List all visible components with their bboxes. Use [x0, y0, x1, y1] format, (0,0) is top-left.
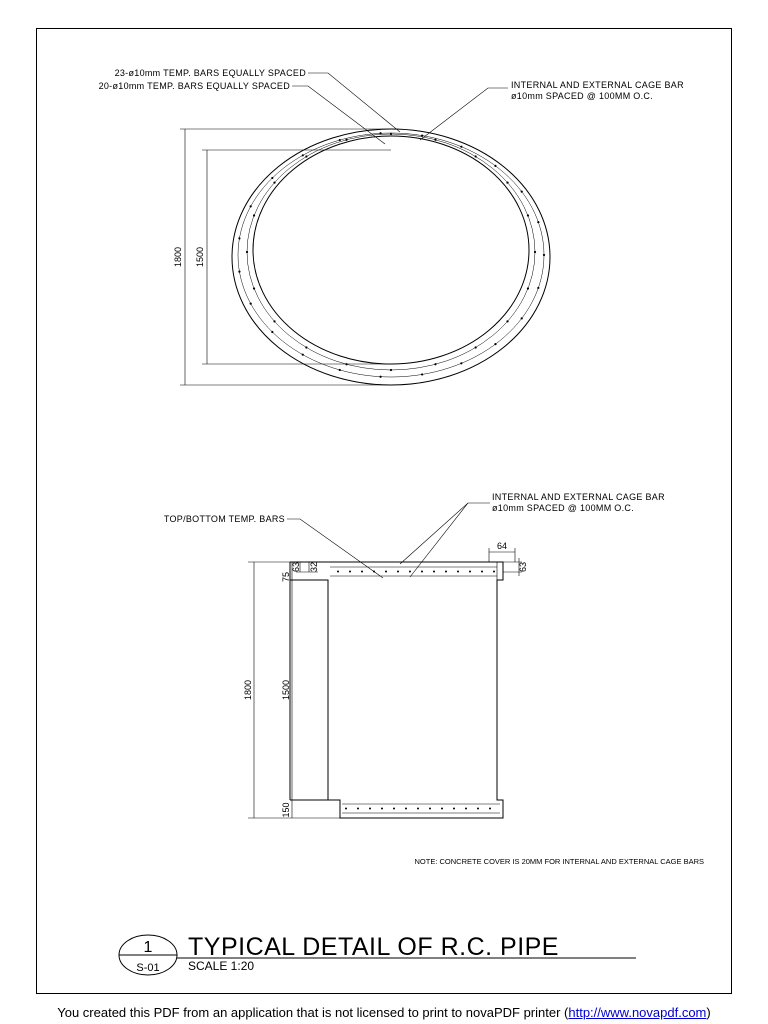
temp-bar-dot	[460, 362, 462, 364]
cage-bar-dot	[369, 808, 371, 810]
callout-20-temp-bars: 20-ø10mm TEMP. BARS EQUALLY SPACED	[98, 81, 290, 91]
cage-bar-dot	[361, 571, 363, 573]
dim-63-left: 63	[291, 561, 301, 573]
temp-bar-dot	[390, 369, 392, 371]
temp-bar-dot	[543, 254, 545, 256]
plan-view	[99, 68, 685, 385]
footer-close: )	[706, 1005, 711, 1020]
callout-topbottom-temp-bars: TOP/BOTTOM TEMP. BARS	[163, 514, 285, 524]
cage-bar-inner-ring	[247, 134, 535, 370]
cage-bar-dot	[489, 808, 491, 810]
temp-bar-dot	[494, 343, 496, 345]
dim-inner-diameter: 1500	[195, 246, 205, 268]
temp-bar-dot	[238, 237, 240, 239]
cage-bar-dot	[445, 571, 447, 573]
temp-bar-dot	[379, 132, 381, 134]
cage-bar-outer-ring	[238, 133, 544, 377]
cage-bar-dot	[349, 571, 351, 573]
cage-bar-dot	[457, 571, 459, 573]
temp-bar-dot	[250, 303, 252, 305]
temp-bar-dot	[390, 133, 392, 135]
temp-bar-dot	[273, 320, 275, 322]
cage-bar-dot	[393, 808, 395, 810]
cage-bar-dot	[405, 808, 407, 810]
concrete-cover-note: NOTE: CONCRETE COVER IS 20MM FOR INTERNAL AND EXTERNAL CAGE BARS	[414, 857, 704, 866]
detail-number: 1	[143, 939, 153, 956]
cage-bar-dot	[357, 808, 359, 810]
temp-bar-dot	[434, 363, 436, 365]
pipe-outer-ellipse	[232, 129, 550, 385]
temp-bar-dot	[305, 155, 307, 157]
sheet-reference: S-01	[136, 962, 160, 974]
temp-bar-dot	[421, 134, 423, 136]
temp-bar-dot	[253, 287, 255, 289]
temp-bar-dot	[238, 271, 240, 273]
temp-bar-dot	[521, 191, 523, 193]
callout-cage-bar-line1: INTERNAL AND EXTERNAL CAGE BAR	[511, 80, 684, 90]
cage-bar-dot	[385, 571, 387, 573]
temp-bar-dot	[271, 331, 273, 333]
temp-bar-dot	[506, 182, 508, 184]
callout-23-temp-bars: 23-ø10mm TEMP. BARS EQUALLY SPACED	[114, 68, 306, 78]
temp-bar-dot	[527, 287, 529, 289]
top-temp-bars	[337, 571, 495, 573]
temp-bar-dot	[521, 317, 523, 319]
temp-bar-dot	[250, 205, 252, 207]
temp-bar-dot	[421, 373, 423, 375]
temp-bar-dot	[460, 146, 462, 148]
cage-bar-dot	[345, 808, 347, 810]
cage-bar-dot	[477, 808, 479, 810]
temp-bar-dot	[527, 214, 529, 216]
cage-bar-dot	[397, 571, 399, 573]
callout-cage-bar-line2: ø10mm SPACED @ 100MM O.C.	[511, 91, 653, 101]
temp-bar-dot	[345, 139, 347, 141]
novapdf-link[interactable]: http://www.novapdf.com	[568, 1005, 707, 1020]
cage-bar-dot	[441, 808, 443, 810]
cage-bar-dot	[421, 571, 423, 573]
section-view	[164, 492, 665, 818]
title-block	[119, 933, 636, 975]
temp-bar-dot	[537, 221, 539, 223]
pipe-inner-ellipse	[253, 136, 529, 364]
dim-75: 75	[281, 571, 291, 583]
dim-64: 64	[496, 541, 508, 551]
temp-bar-dot	[302, 354, 304, 356]
temp-bar-dot	[475, 155, 477, 157]
bottom-temp-bars	[345, 808, 491, 810]
temp-bar-dot	[534, 251, 536, 253]
cage-bar-dot	[433, 571, 435, 573]
dim-outer-diameter: 1800	[173, 246, 183, 268]
temp-bar-dot	[506, 320, 508, 322]
cage-bar-dot	[417, 808, 419, 810]
temp-bar-dot	[339, 369, 341, 371]
temp-bars-23	[238, 132, 545, 378]
footer-text: You created this PDF from an application that is not licensed to print to novaPDF printer (	[57, 1005, 569, 1020]
dim-63-right: 63	[518, 561, 528, 573]
callout-section-cage-line2: ø10mm SPACED @ 100MM O.C.	[492, 503, 634, 513]
dim-32: 32	[309, 561, 319, 573]
pipe-section-outline	[290, 562, 503, 818]
temp-bar-dot	[246, 251, 248, 253]
temp-bar-dot	[475, 346, 477, 348]
temp-bar-dot	[537, 287, 539, 289]
cage-bar-dot	[453, 808, 455, 810]
drawing-scale: SCALE 1:20	[188, 959, 255, 973]
drawing-title: TYPICAL DETAIL OF R.C. PIPE	[188, 933, 559, 961]
cage-bar-dot	[465, 808, 467, 810]
dim-1800: 1800	[243, 679, 253, 701]
temp-bar-dot	[494, 165, 496, 167]
dim-150: 150	[281, 802, 291, 818]
pdf-license-footer	[0, 1005, 768, 1020]
cage-bar-dot	[409, 571, 411, 573]
dim-1500: 1500	[281, 679, 291, 701]
cage-bar-dot	[481, 571, 483, 573]
callout-section-cage-line1: INTERNAL AND EXTERNAL CAGE BAR	[492, 492, 665, 502]
temp-bar-dot	[273, 182, 275, 184]
cage-bar-dot	[429, 808, 431, 810]
cage-bar-dot	[493, 571, 495, 573]
cage-bar-dot	[381, 808, 383, 810]
temp-bar-dot	[305, 346, 307, 348]
temp-bar-dot	[302, 154, 304, 156]
temp-bar-dot	[339, 139, 341, 141]
temp-bar-dot	[434, 139, 436, 141]
temp-bar-dot	[253, 214, 255, 216]
temp-bar-dot	[271, 177, 273, 179]
cage-bar-dot	[337, 571, 339, 573]
cage-bar-dot	[469, 571, 471, 573]
temp-bar-dot	[379, 376, 381, 378]
